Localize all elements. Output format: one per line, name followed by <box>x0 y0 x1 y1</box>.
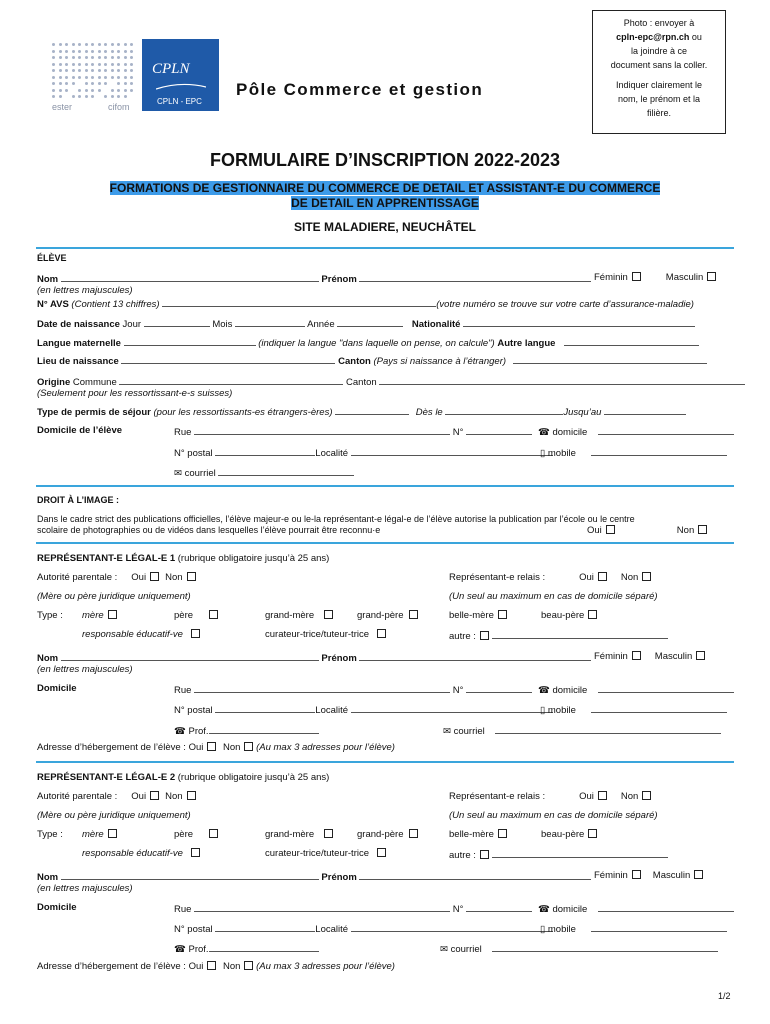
logo-dot <box>85 43 88 46</box>
logo-dot <box>91 76 94 79</box>
logo-dot <box>111 56 114 59</box>
logo-dot <box>85 56 88 59</box>
rep2-type-autre: autre : <box>449 848 668 861</box>
rep1-autorite: Autorité parentale : Oui Non <box>37 572 196 583</box>
eleve-numero-field[interactable] <box>466 425 532 435</box>
rep2-rue-row: Rue N° <box>174 902 532 915</box>
logo-dot <box>59 82 62 85</box>
phone-icon: ☎ <box>538 685 550 696</box>
rep2-un-seul-note: (Un seul au maximum en cas de domicile séparé) <box>449 810 658 821</box>
eleve-origine-canton-field[interactable] <box>379 375 745 385</box>
logo-dot <box>65 82 68 85</box>
logo-dot <box>130 50 133 53</box>
eleve-annee-field[interactable] <box>337 317 403 327</box>
logo-dot <box>104 56 107 59</box>
rep2-hebergement-non-checkbox[interactable] <box>244 961 253 970</box>
eleve-rue-field[interactable] <box>194 425 450 435</box>
logo-dot <box>52 43 55 46</box>
eleve-langue-field[interactable] <box>124 336 256 346</box>
eleve-permis-field[interactable] <box>335 405 409 415</box>
rep1-type-mere: mère <box>82 610 117 621</box>
phone-icon: ☎ <box>538 427 550 438</box>
logo-dot <box>130 76 133 79</box>
rep1-mobile-field[interactable] <box>591 703 727 713</box>
section-divider <box>36 761 734 763</box>
logo-dot <box>98 43 101 46</box>
eleve-npa-row: N° postal Localité <box>174 446 553 459</box>
eleve-permis-debut-field[interactable] <box>445 405 563 415</box>
logo-dot <box>72 43 75 46</box>
rep2-npa-field[interactable] <box>215 922 315 932</box>
logo-dot <box>52 82 55 85</box>
rep1-autorite-non-checkbox[interactable] <box>187 572 196 581</box>
logo-dot <box>52 95 55 98</box>
rep2-majuscules-note: (en lettres majuscules) <box>37 883 133 894</box>
section-eleve-heading: ÉLÈVE <box>37 253 67 263</box>
rep2-grand-pere-checkbox[interactable] <box>409 829 418 838</box>
eleve-rue-row: Rue N° <box>174 425 532 438</box>
logo-dot <box>91 95 94 98</box>
rep2-hebergement-row: Adresse d’hébergement de l’élève : Oui Non (Au max 3 adresses pour l’élève) <box>37 961 395 972</box>
logo-dot <box>52 76 55 79</box>
logo-dot <box>72 95 75 98</box>
rep2-type-pere: père <box>174 829 218 840</box>
section-divider <box>36 485 734 487</box>
logo-dot <box>52 56 55 59</box>
phone-icon: ☎ <box>538 904 550 915</box>
logo-dot <box>59 56 62 59</box>
rep2-npa-row: N° postal Localité <box>174 922 553 935</box>
rep1-beau-pere-checkbox[interactable] <box>588 610 597 619</box>
rep1-masculin-checkbox[interactable] <box>696 651 705 660</box>
logo-dot <box>85 82 88 85</box>
logo-dot <box>104 76 107 79</box>
logo-dot <box>124 56 127 59</box>
logo-dot <box>91 56 94 59</box>
rep1-domicile-label: Domicile <box>37 683 77 694</box>
phone-icon: ☎ <box>174 944 186 955</box>
rep2-type-mere: mère <box>82 829 117 840</box>
rep2-courriel-row: ✉ courriel <box>440 942 718 955</box>
photo-email: cpln-epc@rpn.ch <box>616 32 690 42</box>
section-divider <box>36 542 734 544</box>
logo-dot <box>124 82 127 85</box>
logo-dot <box>117 50 120 53</box>
rep2-responsable-checkbox[interactable] <box>191 848 200 857</box>
eleve-lieu-field[interactable] <box>121 354 335 364</box>
logo-dot <box>72 76 75 79</box>
logo-dot <box>111 95 114 98</box>
logo-dot <box>124 63 127 66</box>
eleve-origine-row: Origine Commune Canton <box>37 375 745 388</box>
logo-dot <box>65 89 68 92</box>
rep1-feminin-checkbox[interactable] <box>632 651 641 660</box>
eleve-courriel-row: ✉ courriel <box>174 466 354 479</box>
droit-text-2: scolaire de photographies ou de vidéos dans lesquelles l’élève pourrait être reconnu·e <box>37 525 381 535</box>
rep2-type-label: Type : <box>37 829 63 840</box>
logo-brand-sub: CPLN - EPC <box>157 97 202 106</box>
rep2-belle-mere-checkbox[interactable] <box>498 829 507 838</box>
logo-cifom-dots <box>52 43 138 101</box>
rep2-tel-domicile: ☎ domicile <box>538 902 734 915</box>
eleve-npa-field[interactable] <box>215 446 315 456</box>
rep2-prenom-field[interactable] <box>359 870 591 880</box>
logo-dot <box>104 69 107 72</box>
droit-options: Oui Non <box>587 525 707 536</box>
logo-dot <box>117 76 120 79</box>
page-number: 1/2 <box>718 991 731 1001</box>
logo-dot <box>78 43 81 46</box>
section-divider <box>36 247 734 249</box>
rep1-rue-field[interactable] <box>194 683 450 693</box>
logo-dot <box>117 82 120 85</box>
logo-dot <box>124 43 127 46</box>
rep2-curateur-checkbox[interactable] <box>377 848 386 857</box>
eleve-avs-field[interactable] <box>162 297 436 307</box>
rep2-sexe: Féminin Masculin <box>594 870 703 881</box>
rep1-pere-checkbox[interactable] <box>209 610 218 619</box>
eleve-lieu-row: Lieu de naissance Canton (Pays si naissance à l’étranger) <box>37 354 707 367</box>
mail-icon: ✉ <box>443 726 451 737</box>
rep1-nom-field[interactable] <box>61 651 319 661</box>
logo-dot <box>65 76 68 79</box>
rep2-masculin-checkbox[interactable] <box>694 870 703 879</box>
logo-dot <box>91 82 94 85</box>
logo-dot <box>59 89 62 92</box>
logo-dot <box>85 89 88 92</box>
logo-dot <box>85 69 88 72</box>
logo-dot <box>98 76 101 79</box>
logo-dot <box>130 89 133 92</box>
rep1-grand-mere-checkbox[interactable] <box>324 610 333 619</box>
rep1-courriel-row: ✉ courriel <box>443 724 721 737</box>
rep1-belle-mere-checkbox[interactable] <box>498 610 507 619</box>
logo-dot <box>85 50 88 53</box>
logo-dot <box>111 89 114 92</box>
rep2-feminin-checkbox[interactable] <box>632 870 641 879</box>
logo-dot <box>111 69 114 72</box>
logo-brand-text: CPLN <box>152 61 190 77</box>
logo-dot <box>65 69 68 72</box>
logo-dot <box>91 69 94 72</box>
logo-dot <box>130 56 133 59</box>
rep2-domicile-label: Domicile <box>37 902 77 913</box>
droit-oui-checkbox[interactable] <box>606 525 615 534</box>
rep1-prenom-field[interactable] <box>359 651 591 661</box>
rep1-autorite-oui-checkbox[interactable] <box>150 572 159 581</box>
logo-dot <box>124 95 127 98</box>
rep2-heading: REPRÉSENTANT-E LÉGAL-E 2 (rubrique obligatoire jusqu’à 25 ans) <box>37 772 330 783</box>
form-subtitle-1: FORMATIONS DE GESTIONNAIRE DU COMMERCE DE DETAIL ET ASSISTANT-E DU COMMERCE <box>109 181 661 195</box>
rep1-tel-domicile: ☎ domicile <box>538 683 734 696</box>
logo-dot <box>78 69 81 72</box>
logo-dot <box>111 63 114 66</box>
form-subtitle-2: DE DETAIL EN APPRENTISSAGE <box>291 196 479 210</box>
rep2-beau-pere-checkbox[interactable] <box>588 829 597 838</box>
rep1-type-responsable: responsable éducatif-ve <box>82 629 200 640</box>
rep1-prof-row: ☎ Prof. <box>174 724 319 737</box>
rep1-type-belle-mere: belle-mère <box>449 610 507 621</box>
eleve-majuscules-note: (en lettres majuscules) <box>37 285 133 296</box>
logo-dot <box>59 95 62 98</box>
logo-dot <box>65 63 68 66</box>
logo-dot <box>78 89 81 92</box>
rep1-mere-pere-note: (Mère ou père juridique uniquement) <box>37 591 191 602</box>
rep2-courriel-field[interactable] <box>492 942 718 952</box>
logo-dot <box>91 50 94 53</box>
rep1-rue-row: Rue N° <box>174 683 532 696</box>
logo-dot <box>130 69 133 72</box>
rep2-type-beau-pere: beau-père <box>541 829 597 840</box>
logo-cpln <box>142 39 219 111</box>
logo-dot <box>78 56 81 59</box>
logo-dot <box>117 69 120 72</box>
photo-instruction-box: Photo : envoyer à cpln-epc@rpn.ch ou la joindre à ce document sans la coller. Indiquer clairement le nom, le prénom et la filière. <box>592 10 726 134</box>
rep2-prof-field[interactable] <box>209 942 319 952</box>
rep2-tel-domicile-field[interactable] <box>598 902 734 912</box>
eleve-permis-row: Type de permis de séjour (pour les ressortissants-es étrangers-ères) Dès le Jusqu’au <box>37 405 686 418</box>
rep2-type-curateur: curateur-trice/tuteur-trice <box>265 848 386 859</box>
phone-icon: ☎ <box>174 726 186 737</box>
rep2-prof-row: ☎ Prof. <box>174 942 319 955</box>
rep1-tel-domicile-field[interactable] <box>598 683 734 693</box>
rep1-npa-field[interactable] <box>215 703 315 713</box>
rep1-autre-field[interactable] <box>492 629 668 639</box>
logo-dot <box>91 43 94 46</box>
logo-dot <box>111 76 114 79</box>
rep1-type-curateur: curateur-trice/tuteur-trice <box>265 629 386 640</box>
logo-dot <box>124 50 127 53</box>
rep1-nom-row: Nom Prénom <box>37 651 591 664</box>
logo-dot <box>65 50 68 53</box>
logo-dot <box>124 76 127 79</box>
rep1-responsable-checkbox[interactable] <box>191 629 200 638</box>
logo-dot <box>124 89 127 92</box>
rep2-autre-checkbox[interactable] <box>480 850 489 859</box>
rep2-localite-field[interactable] <box>351 922 553 932</box>
rep2-type-grand-pere: grand-père <box>357 829 418 840</box>
eleve-origine-note: (Seulement pour les ressortissant-e-s suisses) <box>37 388 233 399</box>
eleve-langue-row: Langue maternelle (indiquer la langue "dans laquelle on pense, on calcule") Autre langue <box>37 336 699 349</box>
logo-dot <box>59 63 62 66</box>
logo-dot <box>104 63 107 66</box>
mail-icon: ✉ <box>174 468 182 479</box>
logo-dot <box>52 50 55 53</box>
eleve-date-row: Date de naissance Jour Mois Année Nationalité <box>37 317 695 330</box>
logo-dot <box>117 63 120 66</box>
eleve-courriel-field[interactable] <box>218 466 354 476</box>
eleve-nom-row: Nom Prénom <box>37 272 591 285</box>
rep2-relais: Représentant-e relais : Oui Non <box>449 791 651 802</box>
droit-non-checkbox[interactable] <box>698 525 707 534</box>
eleve-autre-langue-field[interactable] <box>564 336 699 346</box>
rep2-relais-non-checkbox[interactable] <box>642 791 651 800</box>
logo-dot <box>104 43 107 46</box>
mail-icon: ✉ <box>440 944 448 955</box>
logo-dot <box>78 50 81 53</box>
pole-title: Pôle Commerce et gestion <box>236 80 484 99</box>
rep1-type-grand-mere: grand-mère <box>265 610 333 621</box>
rep1-prof-field[interactable] <box>209 724 319 734</box>
rep1-type-beau-pere: beau-père <box>541 610 597 621</box>
logo-dot <box>98 69 101 72</box>
rep1-mere-checkbox[interactable] <box>108 610 117 619</box>
rep1-autre-checkbox[interactable] <box>480 631 489 640</box>
logo-dot <box>98 56 101 59</box>
eleve-prenom-field[interactable] <box>359 272 591 282</box>
logo-dot <box>59 69 62 72</box>
eleve-sexe: Féminin Masculin <box>594 272 716 283</box>
site-label: SITE MALADIERE, NEUCHÂTEL <box>293 220 476 234</box>
droit-heading: DROIT À L’IMAGE : <box>37 495 119 505</box>
logo-dot <box>59 43 62 46</box>
rep2-mere-checkbox[interactable] <box>108 829 117 838</box>
rep2-rue-field[interactable] <box>194 902 450 912</box>
logo-dot <box>85 95 88 98</box>
rep2-type-grand-mere: grand-mère <box>265 829 333 840</box>
eleve-domicile-label: Domicile de l’élève <box>37 425 123 436</box>
rep1-mobile: ▯ mobile <box>540 703 727 716</box>
logo-dot <box>78 63 81 66</box>
rep1-hebergement-row: Adresse d’hébergement de l’élève : Oui Non (Au max 3 adresses pour l’élève) <box>37 742 395 753</box>
rep1-numero-field[interactable] <box>466 683 532 693</box>
logo-dot <box>78 95 81 98</box>
mobile-icon: ▯ <box>540 448 546 459</box>
logo-swoosh-icon <box>156 83 206 91</box>
eleve-jour-field[interactable] <box>144 317 210 327</box>
logo-dot <box>65 43 68 46</box>
rep2-pere-checkbox[interactable] <box>209 829 218 838</box>
rep2-nom-row: Nom Prénom <box>37 870 591 883</box>
logo-dot <box>124 69 127 72</box>
eleve-canton-field[interactable] <box>513 354 707 364</box>
rep1-hebergement-oui-checkbox[interactable] <box>207 742 216 751</box>
form-title: FORMULAIRE D’INSCRIPTION 2022-2023 <box>209 150 561 170</box>
logo-dot <box>72 69 75 72</box>
rep1-hebergement-non-checkbox[interactable] <box>244 742 253 751</box>
logo-dot <box>52 63 55 66</box>
rep1-grand-pere-checkbox[interactable] <box>409 610 418 619</box>
eleve-feminin-checkbox[interactable] <box>632 272 641 281</box>
eleve-mobile: ▯ mobile <box>540 446 727 459</box>
logo-dot <box>59 76 62 79</box>
droit-text-1: Dans le cadre strict des publications officielles, l’élève majeur-e ou le-la représentant-e légal-e de l’élève autorise la publication par l’école ou le centre <box>37 514 635 524</box>
rep2-autorite-oui-checkbox[interactable] <box>150 791 159 800</box>
rep2-grand-mere-checkbox[interactable] <box>324 829 333 838</box>
eleve-mois-field[interactable] <box>235 317 305 327</box>
logo-dot <box>117 43 120 46</box>
logo-dot <box>91 63 94 66</box>
logo-dot <box>59 50 62 53</box>
rep2-numero-field[interactable] <box>466 902 532 912</box>
logo-dot <box>98 82 101 85</box>
logo-dot <box>117 89 120 92</box>
rep1-heading: REPRÉSENTANT-E LÉGAL-E 1 (rubrique obligatoire jusqu’à 25 ans) <box>37 553 330 564</box>
logo-dot <box>52 89 55 92</box>
logo-dot <box>78 76 81 79</box>
rep1-relais: Représentant-e relais : Oui Non <box>449 572 651 583</box>
rep1-relais-oui-checkbox[interactable] <box>598 572 607 581</box>
rep1-type-pere: père <box>174 610 218 621</box>
eleve-localite-field[interactable] <box>351 446 553 456</box>
logo-dot <box>104 50 107 53</box>
rep2-autorite: Autorité parentale : Oui Non <box>37 791 196 802</box>
eleve-nationalite-field[interactable] <box>463 317 695 327</box>
logo-dot <box>111 43 114 46</box>
logo-dot <box>117 56 120 59</box>
logo-dot <box>72 56 75 59</box>
logo-dot <box>72 63 75 66</box>
rep2-type-responsable: responsable éducatif-ve <box>82 848 200 859</box>
eleve-nom-field[interactable] <box>61 272 319 282</box>
logo-dot <box>104 82 107 85</box>
rep2-type-belle-mere: belle-mère <box>449 829 507 840</box>
eleve-mobile-field[interactable] <box>591 446 727 456</box>
logo-dot <box>72 50 75 53</box>
rep2-hebergement-oui-checkbox[interactable] <box>207 961 216 970</box>
logo-dot <box>85 76 88 79</box>
logo-left-text: ester cifom <box>52 102 130 112</box>
logo-dot <box>98 63 101 66</box>
rep1-localite-field[interactable] <box>351 703 553 713</box>
rep2-mobile-field[interactable] <box>591 922 727 932</box>
rep2-autre-field[interactable] <box>492 848 668 858</box>
logo-dot <box>130 82 133 85</box>
rep1-type-grand-pere: grand-père <box>357 610 418 621</box>
rep1-relais-non-checkbox[interactable] <box>642 572 651 581</box>
logo-dot <box>130 63 133 66</box>
rep1-courriel-field[interactable] <box>495 724 721 734</box>
rep1-type-label: Type : <box>37 610 63 621</box>
rep1-majuscules-note: (en lettres majuscules) <box>37 664 133 675</box>
logo-dot <box>98 50 101 53</box>
mobile-icon: ▯ <box>540 705 546 716</box>
logo-dot <box>91 89 94 92</box>
rep1-curateur-checkbox[interactable] <box>377 629 386 638</box>
eleve-tel-domicile-field[interactable] <box>598 425 734 435</box>
logo-dot <box>130 43 133 46</box>
rep2-relais-oui-checkbox[interactable] <box>598 791 607 800</box>
mobile-icon: ▯ <box>540 924 546 935</box>
rep1-type-autre: autre : <box>449 629 668 642</box>
logo-dot <box>111 50 114 53</box>
logo-dot <box>98 89 101 92</box>
logo-dot <box>104 95 107 98</box>
logo-dot <box>52 69 55 72</box>
rep2-autorite-non-checkbox[interactable] <box>187 791 196 800</box>
eleve-commune-field[interactable] <box>119 375 343 385</box>
eleve-tel-domicile: ☎ domicile <box>538 425 734 438</box>
rep2-mere-pere-note: (Mère ou père juridique uniquement) <box>37 810 191 821</box>
logo-dot <box>117 95 120 98</box>
logo-dot <box>72 82 75 85</box>
rep1-un-seul-note: (Un seul au maximum en cas de domicile séparé) <box>449 591 658 602</box>
logo-dot <box>65 56 68 59</box>
rep1-sexe: Féminin Masculin <box>594 651 705 662</box>
eleve-masculin-checkbox[interactable] <box>707 272 716 281</box>
eleve-avs-row: N° AVS (Contient 13 chiffres) (votre numéro se trouve sur votre carte d’assurance-maladie) <box>37 299 694 310</box>
rep1-npa-row: N° postal Localité <box>174 703 553 716</box>
logo-dot <box>85 63 88 66</box>
rep2-nom-field[interactable] <box>61 870 319 880</box>
eleve-permis-fin-field[interactable] <box>604 405 686 415</box>
rep2-mobile: ▯ mobile <box>540 922 727 935</box>
